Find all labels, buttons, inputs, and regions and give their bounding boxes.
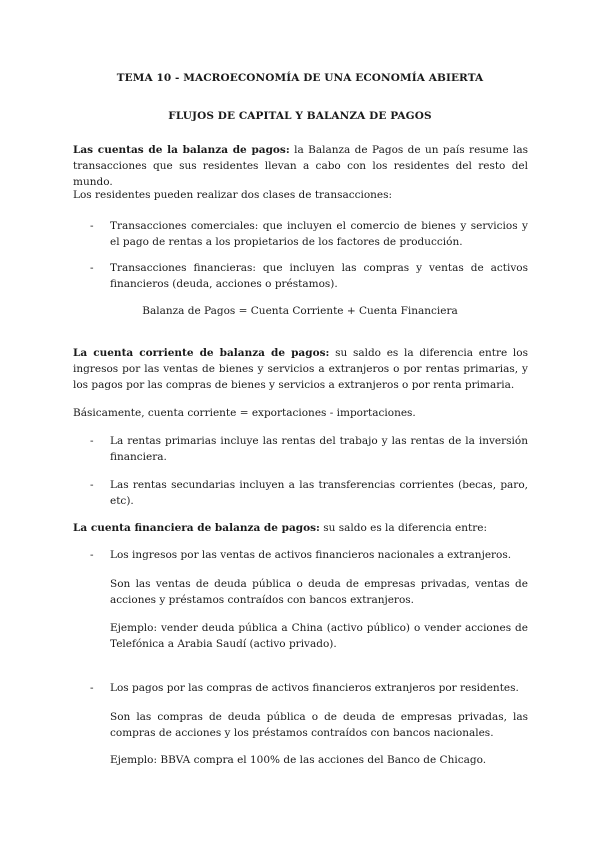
section-body: su saldo es la diferencia entre los ingresos por las ventas de bienes y servicios a extranjeros o por rentas primarias, y los pagos por las compras de bienes y servicios a extranjeros o por renta primaria.: [73, 347, 528, 391]
section-body: su saldo es la diferencia entre:: [319, 522, 487, 534]
bullet-marker: -: [90, 479, 94, 491]
transactions-intro: Los residentes pueden realizar dos clases de transacciones:: [73, 189, 393, 201]
ingresos-example: Ejemplo: vender deuda pública a China (activo público) o vender acciones de Telefónica a Arabia Saudí (activo privado).: [110, 622, 528, 650]
section-balanza-pagos: [73, 142, 528, 190]
section-cuenta-financiera: [73, 520, 528, 536]
document-title: TEMA 10 - MACROECONOMÍA DE UNA ECONOMÍA ABIERTA: [116, 72, 484, 84]
bullet-marker: -: [90, 435, 94, 447]
bullet-rentas-secundarias: Las rentas secundarias incluyen a las transferencias corrientes (becas, paro, etc).: [110, 479, 528, 507]
document-subtitle: FLUJOS DE CAPITAL Y BALANZA DE PAGOS: [168, 110, 432, 122]
bullet-rentas-primarias: La rentas primarias incluye las rentas del trabajo y las rentas de la inversión financiera.: [110, 435, 528, 463]
cuenta-corriente-summary: Básicamente, cuenta corriente = exportaciones - importaciones.: [73, 407, 416, 419]
bullet-marker: -: [90, 220, 94, 232]
bullet-marker: -: [90, 682, 94, 694]
bullet-marker: -: [90, 262, 94, 274]
section-cuenta-corriente: [73, 345, 528, 393]
balance-formula: Balanza de Pagos = Cuenta Corriente + Cuenta Financiera: [142, 305, 458, 317]
section-heading: La cuenta corriente de balanza de pagos:: [73, 347, 330, 359]
ingresos-detail: Son las ventas de deuda pública o deuda de empresas privadas, ventas de acciones y préstamos contraídos con bancos extranjeros.: [110, 578, 528, 606]
section-body: la Balanza de Pagos de un país resume las transacciones que sus residentes llevan a cabo con los residentes del resto del mundo.: [73, 144, 529, 188]
bullet-transacciones-comerciales: Transacciones comerciales: que incluyen el comercio de bienes y servicios y el pago de rentas a los propietarios de los factores de producción.: [110, 220, 528, 248]
bullet-marker: -: [90, 549, 94, 561]
pagos-detail: Son las compras de deuda pública o de deuda de empresas privadas, las compras de acciones y los préstamos contraídos con bancos nacionales.: [110, 711, 528, 739]
bullet-transacciones-financieras: Transacciones financieras: que incluyen las compras y ventas de activos financieros (deuda, acciones o préstamos).: [110, 262, 528, 290]
section-heading: La cuenta financiera de balanza de pagos:: [73, 522, 320, 534]
section-heading: Las cuentas de la balanza de pagos:: [73, 144, 290, 156]
bullet-pagos-compras: Los pagos por las compras de activos financieros extranjeros por residentes.: [110, 682, 519, 694]
pagos-example: Ejemplo: BBVA compra el 100% de las acciones del Banco de Chicago.: [110, 754, 487, 766]
bullet-ingresos-ventas: Los ingresos por las ventas de activos financieros nacionales a extranjeros.: [110, 549, 512, 561]
